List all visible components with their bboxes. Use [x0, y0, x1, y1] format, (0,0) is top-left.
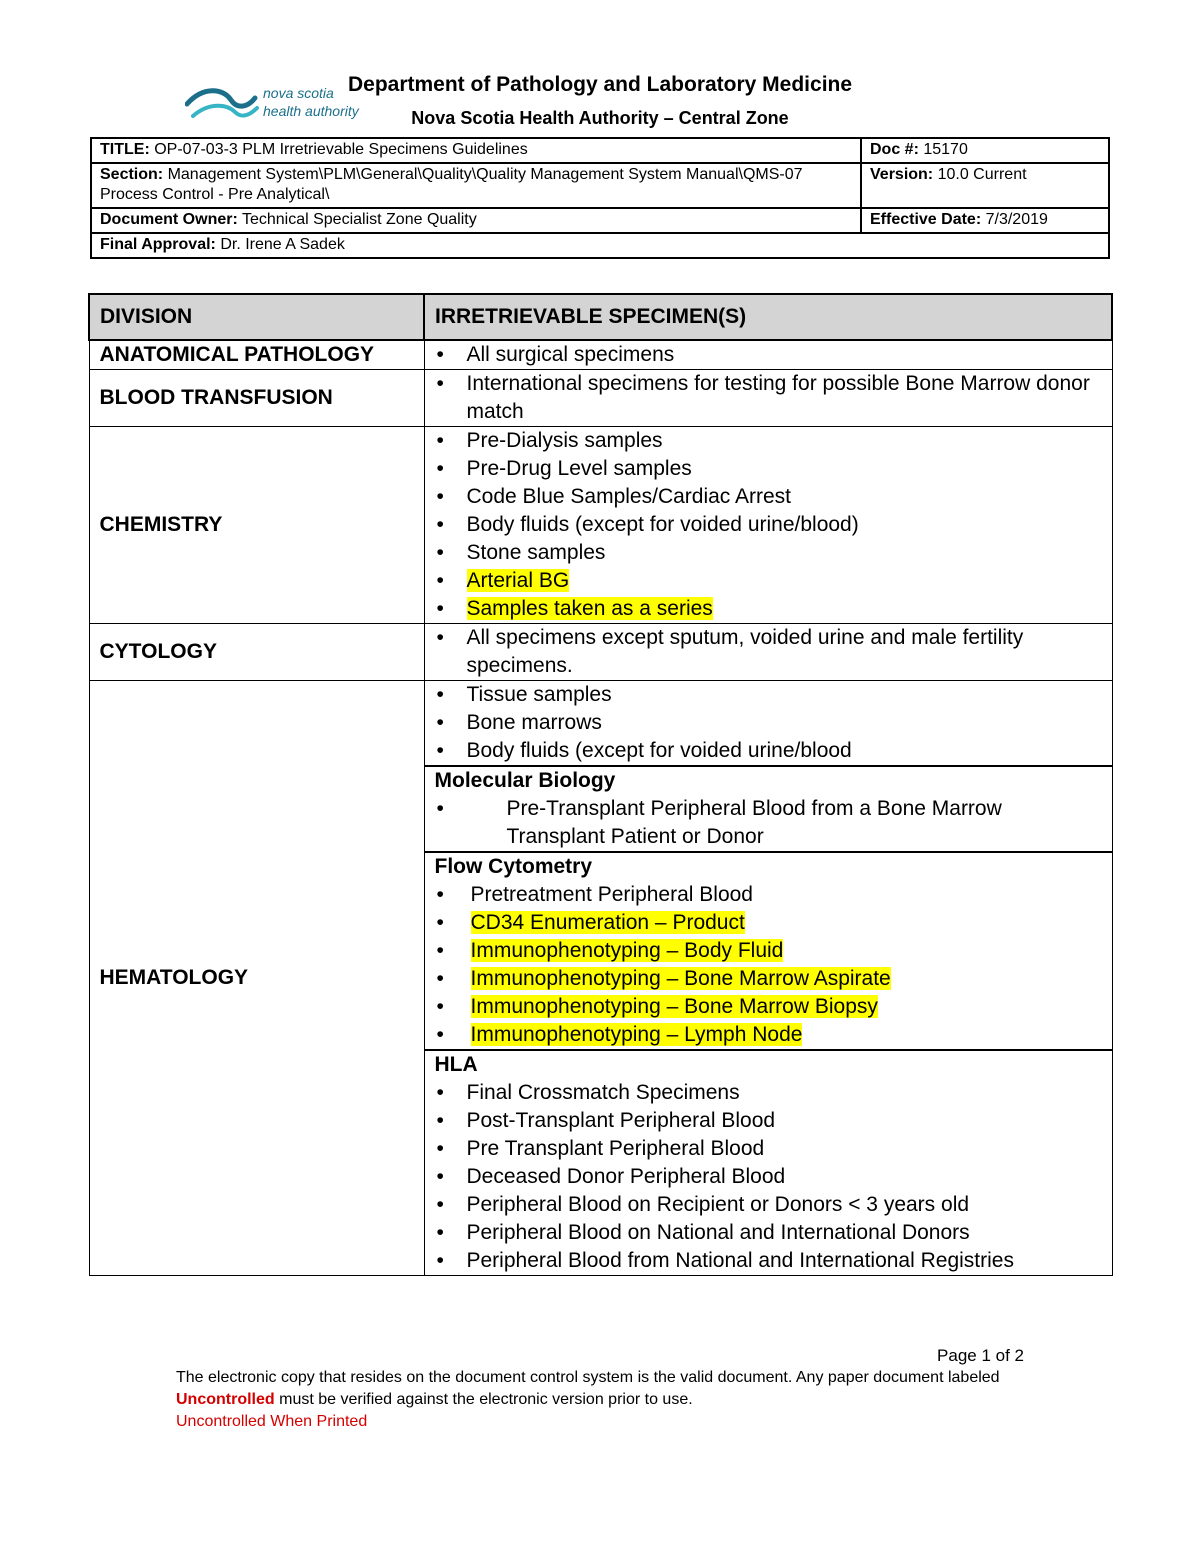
meta-owner-label: Document Owner: — [100, 211, 238, 228]
list-item: • Body fluids (except for voided urine/blood) — [435, 511, 1104, 539]
highlighted-text: Immunophenotyping – Bone Marrow Aspirate — [470, 967, 891, 990]
list-item-highlighted — [435, 937, 1104, 965]
flow-cytometry-heading: Flow Cytometry — [434, 855, 593, 878]
table-row-cytology — [89, 624, 1112, 681]
highlighted-text: CD34 Enumeration – Product — [470, 911, 745, 934]
department-title: Department of Pathology and Laboratory Medicine — [347, 73, 853, 96]
highlighted-text: Immunophenotyping – Bone Marrow Biopsy — [470, 995, 878, 1018]
list-item: • Peripheral Blood on Recipient or Donors < 3 years old — [435, 1191, 1104, 1219]
list-item: • Pre Transplant Peripheral Blood — [435, 1135, 1104, 1163]
list-item: • Body fluids (except for voided urine/blood — [435, 737, 1104, 765]
table-row-hematology — [89, 681, 1112, 1276]
division-cytology: CYTOLOGY — [89, 624, 424, 681]
authority-subtitle: Nova Scotia Health Authority – Central Zone — [411, 108, 789, 128]
document-meta-table — [90, 137, 1110, 259]
highlighted-text: Immunophenotyping – Body Fluid — [470, 939, 784, 962]
uncontrolled-when-printed: Uncontrolled When Printed — [176, 1413, 368, 1430]
meta-owner-cell — [91, 208, 861, 233]
meta-doc-label: Doc #: — [870, 141, 919, 158]
list-item: • Pre-Transplant Peripheral Blood from a Bone Marrow Transplant Patient or Donor — [435, 795, 1104, 851]
list-item-highlighted — [435, 595, 1104, 623]
column-header-specimens: IRRETRIEVABLE SPECIMEN(S) — [424, 294, 1112, 340]
list-item: • Pre-Dialysis samples — [435, 427, 1104, 455]
division-blood-transfusion: BLOOD TRANSFUSION — [89, 370, 424, 427]
division-chemistry: CHEMISTRY — [89, 427, 424, 624]
list-item: • Peripheral Blood on National and International Donors — [435, 1219, 1104, 1247]
hematology-molecular-block — [425, 767, 1112, 853]
meta-title-cell — [91, 138, 861, 163]
meta-section-value: Management System\PLM\General\Quality\Quality Management System Manual\QMS-07 Process Control - Pre Analytical\ — [100, 166, 803, 203]
list-item-highlighted — [435, 909, 1104, 937]
highlighted-text: Samples taken as a series — [466, 597, 713, 620]
division-hematology: HEMATOLOGY — [89, 681, 424, 1276]
list-item: • Deceased Donor Peripheral Blood — [435, 1163, 1104, 1191]
list-item: • Stone samples — [435, 539, 1104, 567]
control-notice — [176, 1367, 1026, 1411]
column-header-division: DIVISION — [89, 294, 424, 340]
list-item: • Code Blue Samples/Cardiac Arrest — [435, 483, 1104, 511]
meta-title-value: OP-07-03-3 PLM Irretrievable Specimens Guidelines — [154, 141, 528, 158]
logo-text-line1: nova scotia — [263, 85, 334, 101]
division-anatomical: ANATOMICAL PATHOLOGY — [89, 340, 424, 370]
table-header-row — [89, 294, 1112, 340]
meta-section-cell — [91, 163, 861, 208]
meta-effective-label: Effective Date: — [870, 211, 982, 228]
list-item: • All specimens except sputum, voided urine and male fertility specimens. — [435, 624, 1104, 680]
meta-version-cell — [861, 163, 1109, 208]
meta-owner-value: Technical Specialist Zone Quality — [241, 211, 477, 228]
list-item: • Pretreatment Peripheral Blood — [435, 881, 1104, 909]
meta-doc-value: 15170 — [923, 141, 968, 158]
meta-effective-cell — [861, 208, 1109, 233]
highlighted-text: Arterial BG — [466, 569, 570, 592]
specimens-blood-transfusion — [424, 370, 1112, 427]
meta-approval-label: Final Approval: — [100, 236, 216, 253]
page-footer — [176, 1345, 1026, 1433]
irretrievable-specimens-table — [88, 293, 1113, 1276]
meta-section-label: Section: — [100, 166, 164, 183]
hematology-flow-block — [425, 853, 1112, 1051]
meta-row-approval — [91, 233, 1109, 258]
meta-row-section — [91, 163, 1109, 208]
meta-approval-value: Dr. Irene A Sadek — [220, 236, 345, 253]
uncontrolled-label: Uncontrolled — [176, 1391, 275, 1408]
meta-row-title — [91, 138, 1109, 163]
meta-doc-cell — [861, 138, 1109, 163]
meta-effective-value: 7/3/2019 — [985, 211, 1048, 228]
control-notice-part2: must be verified against the electronic version prior to use. — [274, 1391, 693, 1408]
control-notice-part1: The electronic copy that resides on the document control system is the valid document. Any paper document labeled — [176, 1369, 1000, 1386]
specimens-anatomical — [424, 340, 1112, 370]
meta-approval-cell — [91, 233, 1109, 258]
list-item: • Bone marrows — [435, 709, 1104, 737]
list-item: • Pre-Drug Level samples — [435, 455, 1104, 483]
list-item: • Post-Transplant Peripheral Blood — [435, 1107, 1104, 1135]
hematology-general-block — [425, 681, 1112, 767]
list-item: • Final Crossmatch Specimens — [435, 1079, 1104, 1107]
list-item-highlighted — [435, 993, 1104, 1021]
hla-heading: HLA — [434, 1053, 478, 1076]
page-number: Page 1 of 2 — [937, 1346, 1024, 1365]
specimens-cytology — [424, 624, 1112, 681]
table-row-anatomical — [89, 340, 1112, 370]
specimens-hematology — [424, 681, 1112, 1276]
hematology-hla-block — [425, 1051, 1112, 1275]
table-row-chemistry — [89, 427, 1112, 624]
list-item-highlighted — [435, 567, 1104, 595]
meta-version-value: 10.0 Current — [937, 166, 1027, 183]
meta-row-owner — [91, 208, 1109, 233]
logo-text-line2: health authority — [263, 103, 359, 119]
list-item-highlighted — [435, 965, 1104, 993]
molecular-biology-heading: Molecular Biology — [434, 769, 616, 792]
table-row-blood — [89, 370, 1112, 427]
meta-title-label: TITLE: — [100, 141, 150, 158]
list-item: • Tissue samples — [435, 681, 1104, 709]
list-item: • Peripheral Blood from National and International Registries — [435, 1247, 1104, 1275]
specimens-chemistry — [424, 427, 1112, 624]
list-item: • International specimens for testing for possible Bone Marrow donor match — [435, 370, 1104, 426]
list-item: • All surgical specimens — [435, 341, 1104, 369]
meta-version-label: Version: — [870, 166, 934, 183]
highlighted-text: Immunophenotyping – Lymph Node — [470, 1023, 803, 1046]
list-item-highlighted — [435, 1021, 1104, 1049]
